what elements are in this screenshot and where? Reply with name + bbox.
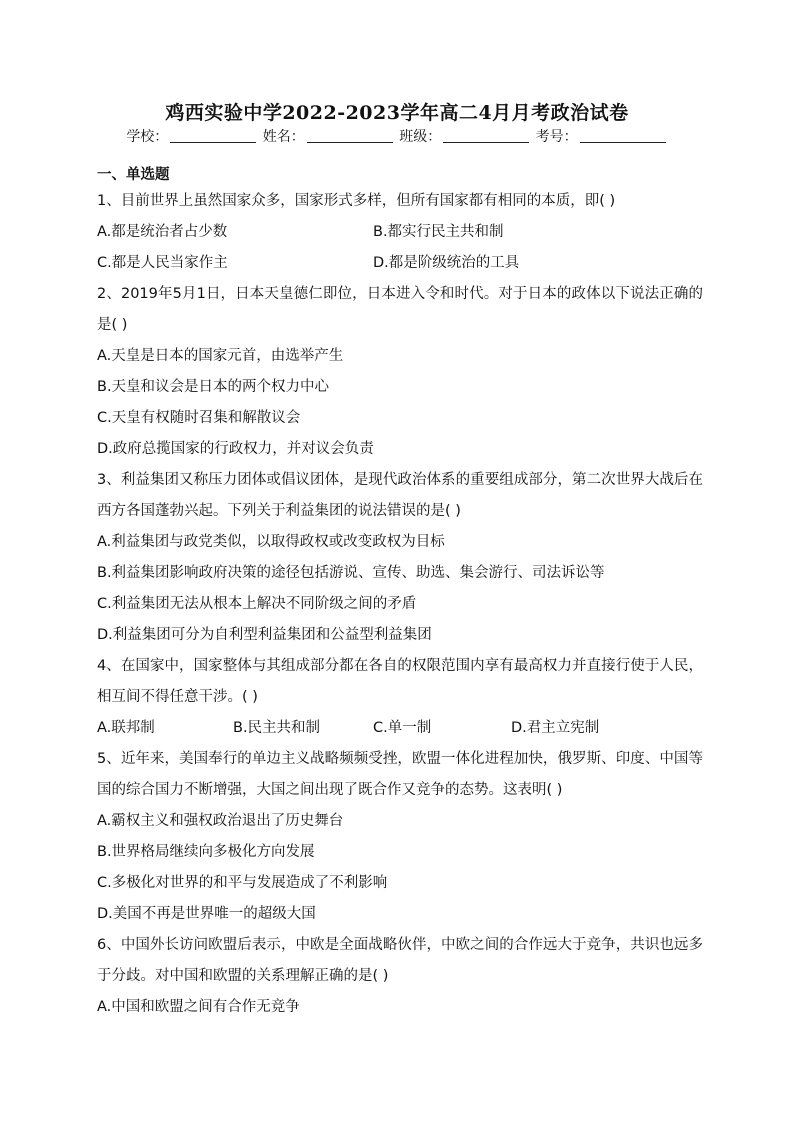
option-a[interactable]: A.中国和欧盟之间有合作无竞争 <box>97 999 300 1015</box>
section-heading: 一、单选题 <box>97 167 170 183</box>
name-label: 姓名： <box>262 129 305 145</box>
option-a[interactable]: A.都是统治者占少数 <box>97 224 228 240</box>
option-c[interactable]: C.都是人民当家作主 <box>97 255 228 271</box>
option-d[interactable]: D.利益集团可分为自利型利益集团和公益型利益集团 <box>97 627 432 643</box>
question-2 <box>97 279 703 465</box>
option-a[interactable]: A.天皇是日本的国家元首，由选举产生 <box>97 348 344 364</box>
option-a[interactable]: A.霸权主义和强权政治退出了历史舞台 <box>97 813 344 829</box>
question-stem: 6、中国外长访问欧盟后表示，中欧是全面战略伙伴，中欧之间的合作远大于竞争，共识也远多于分歧。对中国和欧盟的关系理解正确的是( ) <box>97 937 703 984</box>
exam-number-label: 考号： <box>535 129 578 145</box>
option-b[interactable]: B.世界格局继续向多极化方向发展 <box>97 844 315 860</box>
question-6 <box>97 930 703 1023</box>
option-c[interactable]: C.多极化对世界的和平与发展造成了不利影响 <box>97 875 388 891</box>
option-row <box>97 713 703 744</box>
school-blank[interactable] <box>170 128 256 143</box>
question-list <box>97 164 703 1023</box>
option-c[interactable]: C.利益集团无法从根本上解决不同阶级之间的矛盾 <box>97 596 417 612</box>
student-info-line <box>0 126 794 146</box>
exam-number-blank[interactable] <box>580 128 666 143</box>
question-5 <box>97 744 703 930</box>
question-stem: 5、近年来，美国奉行的单边主义战略频频受挫，欧盟一体化进程加快，俄罗斯、印度、中国等国的综合国力不断增强，大国之间出现了既合作又竞争的态势。这表明( ) <box>97 751 703 798</box>
option-b[interactable]: B.利益集团影响政府决策的途径包括游说、宣传、助选、集会游行、司法诉讼等 <box>97 565 605 581</box>
option-a[interactable]: A.利益集团与政党类似，以取得政权或改变政权为目标 <box>97 534 445 550</box>
class-blank[interactable] <box>443 128 529 143</box>
option-b[interactable]: B.民主共和制 <box>233 720 321 736</box>
option-c[interactable]: C.单一制 <box>373 720 432 736</box>
page-title: 鸡西实验中学2022-2023学年高二4月月考政治试卷 <box>165 102 629 124</box>
option-d[interactable]: D.政府总揽国家的行政权力，并对议会负责 <box>97 441 374 457</box>
option-row <box>97 217 703 248</box>
option-c[interactable]: C.天皇有权随时召集和解散议会 <box>97 410 301 426</box>
option-a[interactable]: A.联邦制 <box>97 720 155 736</box>
question-4 <box>97 651 703 744</box>
question-stem: 1、目前世界上虽然国家众多，国家形式多样，但所有国家都有相同的本质，即( ) <box>97 193 616 209</box>
question-1 <box>97 186 703 279</box>
option-d[interactable]: D.美国不再是世界唯一的超级大国 <box>97 906 316 922</box>
question-stem: 2、2019年5月1日，日本天皇德仁即位，日本进入令和时代。对于日本的政体以下说法正确的是( ) <box>97 286 703 333</box>
question-3 <box>97 465 703 651</box>
question-stem: 3、利益集团又称压力团体或倡议团体，是现代政治体系的重要组成部分，第二次世界大战后在西方各国蓬勃兴起。下列关于利益集团的说法错误的是( ) <box>97 472 703 519</box>
question-stem: 4、在国家中，国家整体与其组成部分都在各自的权限范围内享有最高权力并直接行使于人民，相互间不得任意干涉。( ) <box>97 658 703 705</box>
option-d[interactable]: D.君主立宪制 <box>511 720 600 736</box>
option-row <box>97 248 703 279</box>
name-blank[interactable] <box>307 128 393 143</box>
class-label: 班级： <box>399 129 442 145</box>
option-b[interactable]: B.都实行民主共和制 <box>373 224 504 240</box>
option-b[interactable]: B.天皇和议会是日本的两个权力中心 <box>97 379 330 395</box>
school-label: 学校： <box>126 129 169 145</box>
option-d[interactable]: D.都是阶级统治的工具 <box>373 255 520 271</box>
